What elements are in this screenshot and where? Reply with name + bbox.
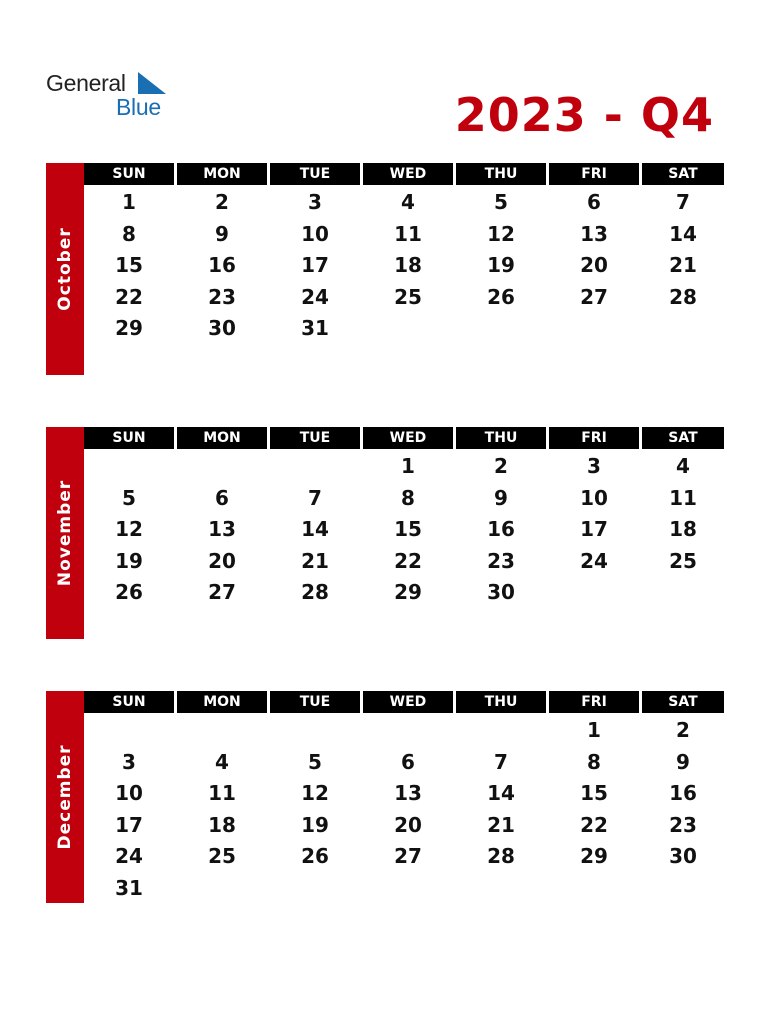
day-cell: 27	[394, 844, 422, 868]
day-cell: 25	[208, 844, 236, 868]
day-cell: 6	[215, 485, 229, 510]
day-cell: 18	[208, 812, 236, 837]
weekday-header-sat: SAT	[642, 163, 724, 185]
day-cell: 29	[580, 844, 608, 868]
day-cell: 20	[208, 548, 236, 573]
day-cell: 10	[301, 221, 329, 246]
day-cell: 18	[394, 253, 422, 277]
day-cell: 16	[208, 253, 236, 277]
month-block-november	[46, 427, 724, 639]
day-cell: 9	[676, 749, 690, 774]
day-cell: 30	[208, 316, 236, 340]
day-cell: 8	[122, 221, 136, 246]
weekday-header-tue: TUE	[270, 427, 360, 449]
day-cell: 12	[487, 221, 515, 246]
month-name: December	[55, 744, 75, 850]
day-cell: 6	[587, 190, 601, 214]
day-cell: 24	[115, 844, 143, 868]
logo-text-general: General	[46, 70, 126, 96]
day-cell: 5	[308, 749, 322, 774]
day-cell: 8	[401, 485, 415, 510]
weekday-header-row	[84, 427, 724, 449]
day-cell: 11	[394, 221, 422, 246]
day-cell: 11	[669, 485, 697, 510]
day-cell: 26	[487, 284, 515, 309]
day-cell: 21	[301, 548, 329, 573]
day-cell: 20	[580, 253, 608, 277]
logo-triangle-icon	[138, 72, 166, 94]
day-cell: 3	[122, 749, 136, 774]
page-title: 2023 - Q4	[454, 88, 714, 142]
day-cell: 15	[580, 781, 608, 805]
month-name: October	[55, 227, 75, 311]
day-cell: 16	[669, 781, 697, 805]
day-cell: 26	[301, 844, 329, 868]
weekday-header-sat: SAT	[642, 691, 724, 713]
day-cell: 28	[487, 844, 515, 868]
day-cell: 24	[580, 548, 608, 573]
weekday-header-sun: SUN	[84, 691, 174, 713]
day-cell: 25	[669, 548, 697, 573]
day-cell: 17	[115, 812, 143, 837]
day-cell: 18	[669, 517, 697, 541]
month-tab	[46, 691, 84, 903]
day-cell: 1	[587, 718, 601, 742]
day-cell: 6	[401, 749, 415, 774]
day-cell: 28	[669, 284, 697, 309]
weekday-header-wed: WED	[363, 691, 453, 713]
weekday-header-thu: THU	[456, 163, 546, 185]
logo	[46, 66, 176, 120]
day-cell: 15	[115, 253, 143, 277]
day-cell: 26	[115, 580, 143, 604]
weekday-header-row	[84, 163, 724, 185]
day-cell: 23	[487, 548, 515, 573]
weekday-header-sat: SAT	[642, 427, 724, 449]
weekday-header-thu: THU	[456, 691, 546, 713]
day-cell: 7	[308, 485, 322, 510]
day-cell: 19	[487, 253, 515, 277]
weekday-header-mon: MON	[177, 427, 267, 449]
day-cell: 23	[669, 812, 697, 837]
day-cell: 10	[580, 485, 608, 510]
day-cell: 3	[308, 190, 322, 214]
day-cell: 28	[301, 580, 329, 604]
weekday-header-row	[84, 691, 724, 713]
day-cell: 5	[122, 485, 136, 510]
weekday-header-fri: FRI	[549, 427, 639, 449]
weekday-header-sun: SUN	[84, 163, 174, 185]
day-cell: 2	[215, 190, 229, 214]
weekday-header-mon: MON	[177, 691, 267, 713]
day-cell: 3	[587, 454, 601, 478]
day-cell: 30	[669, 844, 697, 868]
day-cell: 8	[587, 749, 601, 774]
day-cell: 7	[494, 749, 508, 774]
day-cell: 4	[676, 454, 690, 478]
day-cell: 10	[115, 781, 143, 805]
weekday-header-sun: SUN	[84, 427, 174, 449]
weekday-header-wed: WED	[363, 163, 453, 185]
day-cell: 27	[208, 580, 236, 604]
day-cell: 19	[301, 812, 329, 837]
day-cell: 20	[394, 812, 422, 837]
weekday-header-thu: THU	[456, 427, 546, 449]
day-cell: 17	[580, 517, 608, 541]
day-cell: 31	[115, 875, 143, 900]
day-cell: 14	[487, 781, 515, 805]
day-cell: 22	[115, 284, 143, 309]
day-cell: 2	[494, 454, 508, 478]
day-cell: 12	[115, 517, 143, 541]
month-block-october	[46, 163, 724, 375]
month-block-december	[46, 691, 724, 903]
day-cell: 27	[580, 284, 608, 309]
day-cell: 21	[487, 812, 515, 837]
day-cell: 31	[301, 316, 329, 340]
day-cell: 13	[208, 517, 236, 541]
day-cell: 17	[301, 253, 329, 277]
day-cell: 12	[301, 781, 329, 805]
day-cell: 30	[487, 580, 515, 604]
day-cell: 4	[401, 190, 415, 214]
day-cell: 1	[401, 454, 415, 478]
day-cell: 22	[580, 812, 608, 837]
day-cell: 23	[208, 284, 236, 309]
day-cell: 15	[394, 517, 422, 541]
day-cell: 19	[115, 548, 143, 573]
weekday-header-fri: FRI	[549, 691, 639, 713]
day-cell: 9	[215, 221, 229, 246]
day-cell: 16	[487, 517, 515, 541]
day-cell: 11	[208, 781, 236, 805]
day-cell: 24	[301, 284, 329, 309]
month-name: November	[55, 479, 75, 587]
weekday-header-wed: WED	[363, 427, 453, 449]
day-cell: 9	[494, 485, 508, 510]
day-cell: 22	[394, 548, 422, 573]
logo-text-blue: Blue	[116, 94, 161, 120]
day-cell: 13	[580, 221, 608, 246]
weekday-header-tue: TUE	[270, 691, 360, 713]
day-cell: 25	[394, 284, 422, 309]
day-cell: 29	[394, 580, 422, 604]
weekday-header-mon: MON	[177, 163, 267, 185]
day-cell: 29	[115, 316, 143, 340]
day-cell: 7	[676, 190, 690, 214]
day-cell: 14	[301, 517, 329, 541]
day-cell: 14	[669, 221, 697, 246]
weekday-header-fri: FRI	[549, 163, 639, 185]
day-cell: 1	[122, 190, 136, 214]
day-cell: 2	[676, 718, 690, 742]
day-cell: 4	[215, 749, 229, 774]
day-cell: 5	[494, 190, 508, 214]
day-cell: 21	[669, 253, 697, 277]
weekday-header-tue: TUE	[270, 163, 360, 185]
month-tab	[46, 427, 84, 639]
day-cell: 13	[394, 781, 422, 805]
month-tab	[46, 163, 84, 375]
